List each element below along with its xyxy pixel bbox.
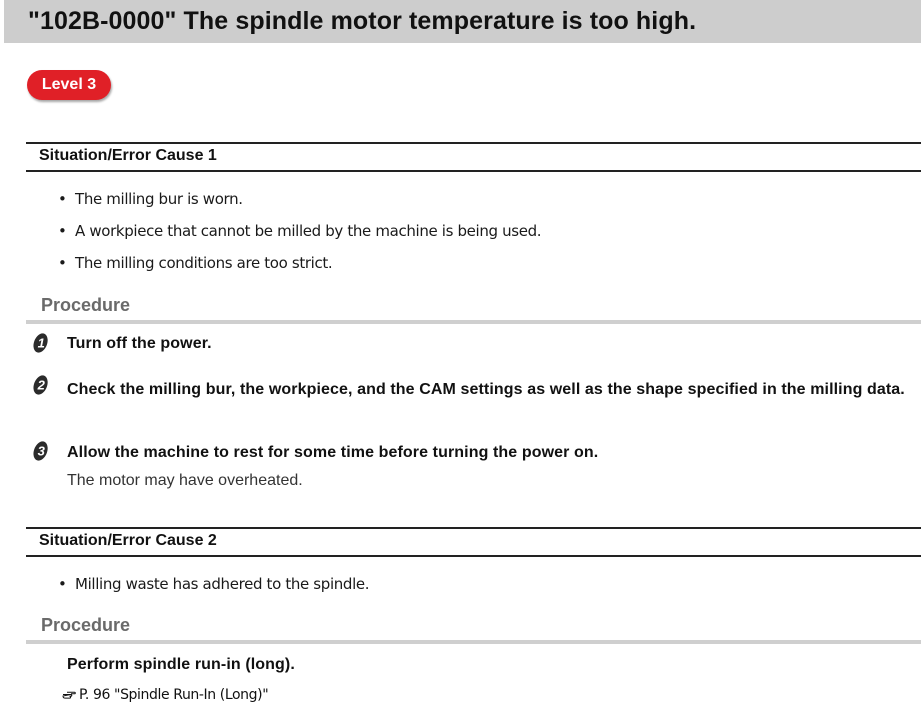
procedure-divider (26, 320, 921, 324)
bullet-text: The milling conditions are too strict. (75, 254, 333, 272)
level-badge: Level 3 (27, 70, 111, 100)
step-2-text: Check the milling bur, the workpiece, and the CAM settings as well as the shape specified in the milling data. (67, 381, 905, 398)
page-reference-text: P. 96 "Spindle Run-In (Long)" (79, 687, 269, 703)
cause-1-procedure-title: Procedure (41, 295, 131, 315)
cause-1-bullet (58, 190, 243, 208)
svg-text:2: 2 (37, 377, 45, 393)
step-3-text: Allow the machine to rest for some time before turning the power on. (67, 444, 599, 461)
page-reference-link[interactable] (62, 687, 268, 703)
step-2-number-icon (32, 374, 49, 396)
cause-1-bullet (58, 222, 541, 240)
title-bar (4, 0, 921, 43)
cause-2-header-label: Situation/Error Cause 2 (39, 532, 217, 549)
cause-2-procedure-title: Procedure (41, 615, 131, 635)
bullet-dot: • (58, 222, 67, 240)
svg-text:3: 3 (37, 443, 45, 459)
bullet-text: A workpiece that cannot be milled by the machine is being used. (75, 222, 542, 240)
procedure-divider (26, 640, 921, 644)
bullet-text: Milling waste has adhered to the spindle. (75, 575, 370, 593)
bullet-dot: • (58, 575, 67, 593)
step-1-text: Turn off the power. (67, 335, 212, 352)
step-1-number-icon (32, 332, 49, 354)
cause-1-header (26, 142, 921, 172)
cause-2-bullet (58, 575, 369, 593)
step-3-note: The motor may have overheated. (67, 472, 303, 489)
cause-2-header (26, 527, 921, 557)
bullet-dot: • (58, 254, 67, 272)
step-3-number-icon (32, 440, 49, 462)
svg-text:1: 1 (37, 335, 45, 351)
page-title: "102B-0000" The spindle motor temperature is too high. (28, 7, 697, 35)
cause-2-step-text: Perform spindle run-in (long). (67, 656, 295, 673)
cause-1-bullet (58, 254, 332, 272)
cause-1-header-label: Situation/Error Cause 1 (39, 147, 217, 164)
bullet-dot: • (58, 190, 67, 208)
pointing-hand-icon (62, 690, 76, 700)
bullet-text: The milling bur is worn. (75, 190, 243, 208)
